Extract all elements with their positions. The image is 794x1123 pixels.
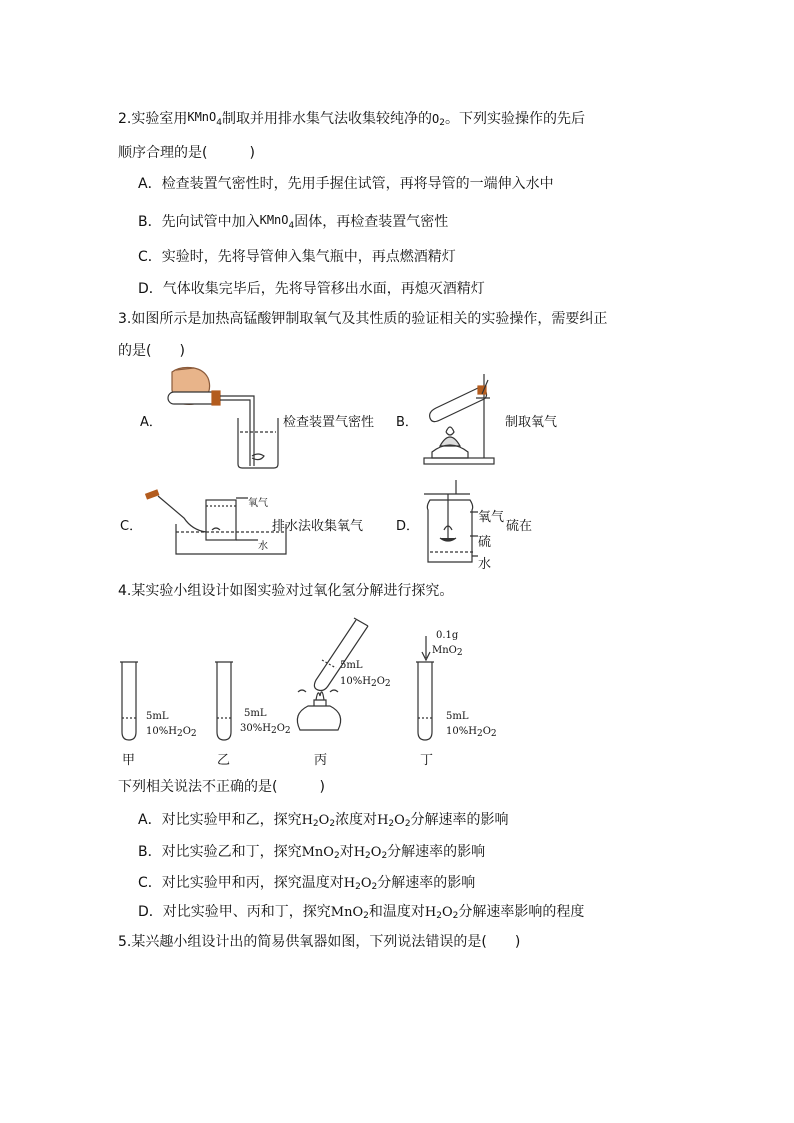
text: 分解速率的影响 <box>377 875 476 891</box>
sub: 2 <box>388 819 395 829</box>
o: O <box>360 876 372 891</box>
text: 分解速率的影响 <box>410 812 509 828</box>
tube-jia-name: 甲 <box>122 753 136 768</box>
o-text: O <box>182 726 191 737</box>
fig-c-oxygen-label: 氧气 <box>248 498 268 509</box>
sub: 2 <box>363 911 369 921</box>
fig-d-sulfur-label: 硫 <box>478 535 492 550</box>
sub: 2 <box>176 729 183 739</box>
tube-yi-name: 乙 <box>217 753 231 768</box>
sub: 2 <box>381 851 388 861</box>
sub: 2 <box>371 882 378 892</box>
fig-d-water-label: 水 <box>478 557 492 572</box>
text: 分解速率的影响 <box>387 844 486 860</box>
mno2-text: MnO <box>432 645 457 656</box>
q4-prompt: 下列相关说法不正确的是( ) <box>118 779 325 795</box>
tube-ding-volume: 5mL <box>446 711 469 722</box>
q2-optb-text-a: B．先向试管中加入 <box>138 214 260 230</box>
q4-option-a <box>138 810 509 834</box>
sub: 2 <box>490 729 497 739</box>
tube-yi-volume: 5mL <box>244 708 267 719</box>
fig-a-letter: A． <box>140 415 162 430</box>
fig-a-caption: 检查装置气密性 <box>283 415 375 430</box>
q2-line2: 顺序合理的是( ) <box>118 145 255 161</box>
kmno4-formula: KMnO <box>259 213 289 227</box>
tube-yi-concentration <box>240 723 291 736</box>
sub: 4 <box>216 118 222 128</box>
sub: 2 <box>456 648 463 658</box>
o-text: O <box>276 723 285 734</box>
text: A．对比实验甲和乙，探究 <box>138 812 302 828</box>
sub: 2 <box>404 819 411 829</box>
q4-line1: 4.某实验小组设计如图实验对过氧化氢分解进行探究。 <box>118 583 454 599</box>
sub: 2 <box>355 882 361 892</box>
sub: 2 <box>436 911 442 921</box>
sub: 4 <box>288 221 295 231</box>
q2-optb-text-b: 固体，再检查装置气密性 <box>294 214 449 230</box>
sub: 2 <box>190 729 197 739</box>
sub: 2 <box>365 851 371 861</box>
mno: MnO <box>301 845 334 860</box>
tube-bing-name: 丙 <box>314 753 328 768</box>
fig-b-letter: B． <box>396 415 418 430</box>
o-text: O <box>376 676 385 687</box>
o-text: O <box>482 726 491 737</box>
sub: 2 <box>439 118 445 128</box>
q2-text-c: 。下列实验操作的先后 <box>444 111 585 127</box>
tube-jia <box>120 662 138 740</box>
tube-yi <box>215 662 233 740</box>
o: O <box>318 813 330 828</box>
q2-option-c: C．实验时，先将导管伸入集气瓶中，再点燃酒精灯 <box>138 249 456 265</box>
tube-bing <box>297 618 368 730</box>
text: D．对比实验甲、丙和丁，探究 <box>138 904 331 920</box>
text: 浓度对 <box>335 812 378 828</box>
mno2-label <box>432 645 463 658</box>
h: H <box>377 813 389 828</box>
text: B．对比实验乙和丁，探究 <box>138 844 302 860</box>
q4-option-c <box>138 873 475 897</box>
tube-jia-concentration <box>146 726 197 739</box>
o2-formula: O <box>432 112 440 126</box>
q2-text-a: 2.实验室用 <box>118 111 188 127</box>
q3-line1: 3.如图所示是加热高锰酸钾制取氧气及其性质的验证相关的实验操作，需要纠正 <box>118 311 608 327</box>
fig-d-sulfur-burn-label: 硫在 <box>506 519 533 534</box>
sub: 2 <box>384 679 391 689</box>
sub: 2 <box>370 679 377 689</box>
h: H <box>353 845 366 860</box>
q3-line2: 的是( ) <box>118 343 185 359</box>
sub: 2 <box>284 726 291 736</box>
mno: MnO <box>330 905 364 920</box>
fig-c-caption: 排水法收集氧气 <box>272 519 364 534</box>
q2-text-b: 制取并用排水集气法收集较纯净的 <box>222 111 432 127</box>
fig-b-caption: 制取氧气 <box>505 415 558 430</box>
text: 和温度对 <box>368 904 425 920</box>
sub: 2 <box>312 819 319 829</box>
o: O <box>394 813 405 828</box>
tube-jia-volume: 5mL <box>146 711 169 722</box>
fig-d-oxygen-label: 氧气 <box>478 510 505 525</box>
text: 分解速率影响的程度 <box>458 904 585 920</box>
h: H <box>301 813 313 828</box>
q2-option-a: A．检查装置气密性时，先用手握住试管，再将导管的一端伸入水中 <box>138 176 554 192</box>
conc-text: 30%H <box>240 723 271 734</box>
conc-text: 10%H <box>340 676 371 687</box>
tube-ding-name: 丁 <box>420 753 434 768</box>
kmno4-formula: KMnO <box>187 110 217 124</box>
conc-text: 10%H <box>446 726 477 737</box>
q4-option-b <box>138 842 485 866</box>
sub: 2 <box>333 851 340 861</box>
mno2-mass: 0.1g <box>436 630 459 641</box>
sub: 2 <box>452 911 459 921</box>
q4-option-d <box>138 902 584 926</box>
tube-ding-concentration <box>446 726 497 739</box>
h: H <box>343 876 356 891</box>
text: C．对比实验甲和丙，探究温度对 <box>138 875 344 891</box>
o: O <box>441 905 453 920</box>
q5-line1: 5.某兴趣小组设计出的简易供氧器如图，下列说法错误的是( ) <box>118 934 521 950</box>
q2-option-d: D．气体收集完毕后，先将导管移出水面，再熄灭酒精灯 <box>138 281 485 297</box>
h: H <box>424 905 437 920</box>
tube-bing-concentration <box>340 676 391 689</box>
sub: 2 <box>476 729 483 739</box>
tube-bing-volume: 5mL <box>340 660 363 671</box>
fig-c-water-label: 水 <box>258 541 268 552</box>
sub: 2 <box>329 819 336 829</box>
conc-text: 10%H <box>146 726 177 737</box>
fig-c-letter: C． <box>120 519 143 534</box>
text: 对 <box>339 844 354 860</box>
sub: 2 <box>270 726 277 736</box>
o: O <box>370 845 382 860</box>
fig-d-letter: D． <box>396 519 420 534</box>
